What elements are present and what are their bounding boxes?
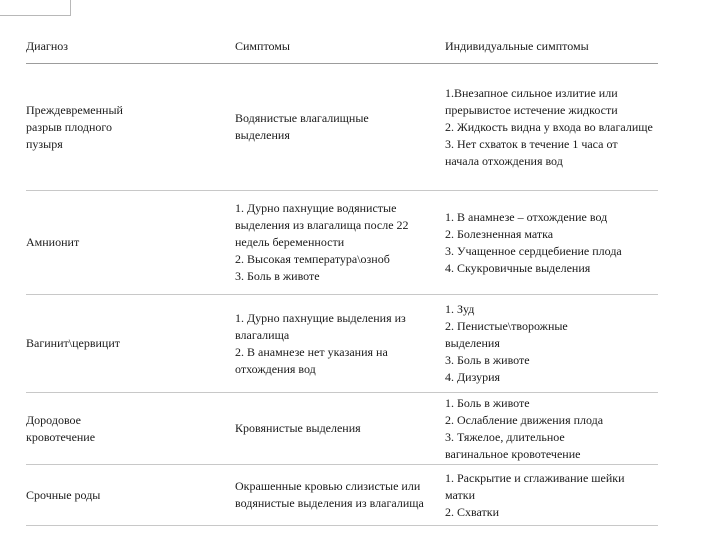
individual-symptom-line: 1. Зуд — [445, 302, 475, 316]
header-individual-symptoms: Индивидуальные симптомы — [445, 29, 658, 64]
individual-symptom-line: 3. Нет схваток в течение 1 часа от начала отхождения вод — [445, 136, 618, 168]
diagnosis-cell — [26, 191, 235, 295]
symptoms-cell — [235, 295, 445, 393]
symptoms-cell — [235, 393, 445, 465]
individual-symptom-line: 1. В анамнезе – отхождение вод — [445, 209, 608, 224]
individual-symptom-line: 3. Учащенное сердцебиение плода — [445, 243, 622, 258]
symptom-line: 2. Высокая температура\озноб — [235, 252, 390, 266]
individual-symptom-line: 3. Тяжелое, длительное вагинальное кровотечение — [445, 429, 581, 461]
individual-symptoms-cell — [445, 393, 658, 465]
symptom-line: 2. В анамнезе нет указания на отхождения вод — [235, 344, 388, 376]
table-header-row — [26, 29, 658, 64]
individual-symptoms-cell — [445, 465, 658, 526]
table-row — [26, 465, 658, 526]
symptoms-cell — [235, 465, 445, 526]
table-row — [26, 191, 658, 295]
table-row — [26, 295, 658, 393]
symptoms-cell — [235, 64, 445, 191]
symptoms-cell — [235, 191, 445, 295]
individual-symptoms-cell — [445, 64, 658, 191]
symptom-line: 3. Боль в животе — [235, 269, 320, 283]
symptom-line: Окрашенные кровью слизистые или водянистые выделения из влагалища — [235, 479, 424, 510]
header-diagnosis: Диагноз — [26, 29, 235, 64]
symptom-line: Водянистые влагалищные выделения — [235, 111, 369, 142]
diagnosis-cell — [26, 64, 235, 191]
table-row — [26, 64, 658, 191]
corner-frame — [0, 0, 71, 16]
diagnosis-cell — [26, 393, 235, 465]
individual-symptom-line: 4. Дизурия — [445, 370, 501, 384]
diagnosis-text: Срочные роды — [26, 487, 101, 502]
diagnosis-table — [26, 29, 658, 526]
individual-symptom-line: 4. Скукровичные выделения — [445, 260, 591, 275]
diagnosis-text: Амнионит — [26, 235, 80, 249]
individual-symptoms-cell — [445, 295, 658, 393]
diagnosis-cell — [26, 295, 235, 393]
individual-symptom-line: 2. Пенистые\творожные выделения — [445, 319, 568, 350]
individual-symptom-line: 2. Болезненная матка — [445, 226, 554, 241]
table-row — [26, 393, 658, 465]
symptom-line: 1. Дурно пахнущие выделения из влагалища — [235, 310, 406, 342]
diagnosis-text: Вагинит\цервицит — [26, 336, 121, 350]
individual-symptom-line: 1. Боль в животе — [445, 395, 530, 410]
individual-symptom-line: 3. Боль в животе — [445, 353, 530, 367]
individual-symptoms-cell — [445, 191, 658, 295]
individual-symptom-line: 2. Схватки — [445, 504, 500, 519]
diagnosis-text: Дородовое кровотечение — [26, 412, 96, 444]
symptom-line: 1. Дурно пахнущие водянистые выделения из влагалища после 22 недель беременности — [235, 201, 409, 249]
diagnosis-text: Преждевременный разрыв плодного пузыря — [26, 102, 123, 151]
individual-symptom-line: 1. Раскрытие и сглаживание шейки матки — [445, 470, 625, 502]
symptom-line: Кровянистые выделения — [235, 421, 361, 435]
individual-symptom-line: 1.Внезапное сильное излитие или прерывистое истечение жидкости — [445, 85, 618, 117]
individual-symptom-line: 2. Ослабление движения плода — [445, 412, 604, 427]
header-symptoms: Симптомы — [235, 29, 445, 64]
individual-symptom-line: 2. Жидкость видна у входа во влагалище — [445, 119, 653, 134]
diagnosis-cell — [26, 465, 235, 526]
